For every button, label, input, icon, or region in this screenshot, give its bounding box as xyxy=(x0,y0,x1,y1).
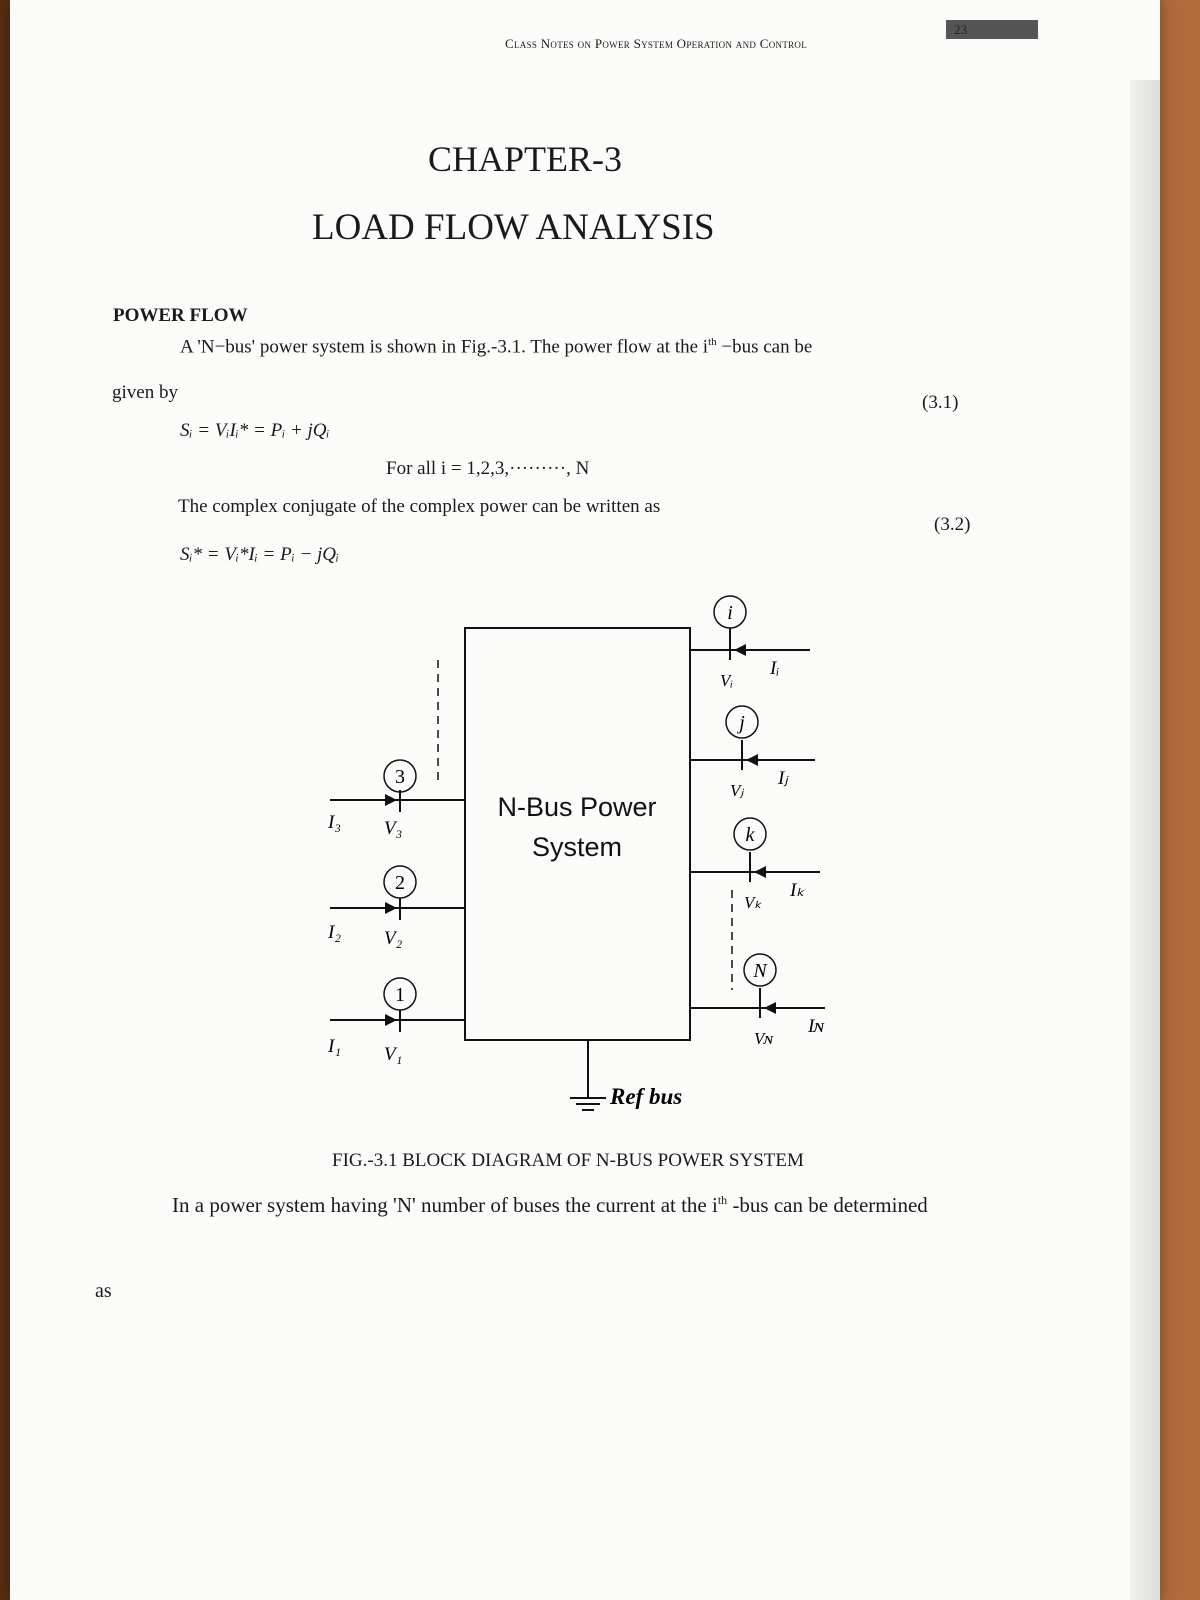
running-header: Class Notes on Power System Operation and Control xyxy=(505,36,808,51)
continuation-word: as xyxy=(95,1280,112,1302)
equation-1-condition: For all i = 1,2,3,·········, N xyxy=(386,458,590,479)
section-heading: POWER FLOW xyxy=(113,305,248,326)
current-label-1: I₁ xyxy=(328,1036,341,1057)
body-line: In a power system having 'N' number of buses the current at the $i^{th}$ -bus can be determined xyxy=(172,1193,928,1217)
right-bus-n xyxy=(690,954,825,1048)
block-label-line1: N-Bus Power xyxy=(497,792,657,822)
page-edge xyxy=(1130,80,1160,1600)
conjugate-text: The complex conjugate of the complex power can be written as xyxy=(178,496,661,517)
node-label-1: 1 xyxy=(395,984,405,1006)
node-label-j: j xyxy=(739,712,745,734)
voltage-label-j: Vⱼ xyxy=(730,781,744,800)
equation-number-1: (3.1) xyxy=(922,392,959,413)
right-bus-i xyxy=(690,596,810,690)
right-bus-k xyxy=(690,818,820,912)
equation-number-2: (3.2) xyxy=(934,514,971,535)
current-label-i: Iᵢ xyxy=(770,658,780,679)
left-bus-1 xyxy=(327,978,465,1065)
current-label-n: Iɴ xyxy=(808,1016,824,1037)
right-bus-j xyxy=(690,706,815,800)
ground-symbol xyxy=(570,1040,606,1110)
chapter-label: CHAPTER-3 xyxy=(428,139,623,179)
intro-line-2: given by xyxy=(112,382,178,403)
ref-bus-label: Ref bus xyxy=(610,1084,683,1109)
block-label-line2: System xyxy=(531,832,623,862)
intro-line-1: A 'N−bus' power system is shown in Fig.-3.1. The power flow at the $i^{th} -bus$ can be xyxy=(180,336,813,358)
voltage-label-k: Vₖ xyxy=(744,893,762,912)
current-label-k: Iₖ xyxy=(790,880,805,901)
left-bus-3 xyxy=(327,760,465,839)
voltage-label-i: Vᵢ xyxy=(720,671,734,690)
left-bus-2 xyxy=(327,866,465,949)
voltage-label-1: V₁ xyxy=(384,1044,403,1065)
node-label-3: 3 xyxy=(395,766,405,788)
current-label-j: Iⱼ xyxy=(778,768,788,789)
equation-2: Sᵢ* = Vᵢ*Iᵢ = Pᵢ − jQᵢ xyxy=(180,544,340,565)
node-label-i: i xyxy=(727,602,733,624)
page-number: 23 xyxy=(946,20,1038,39)
node-label-2: 2 xyxy=(395,872,405,894)
equation-1: Sᵢ = VᵢIᵢ* = Pᵢ + jQᵢ xyxy=(180,420,330,441)
voltage-label-2: V₂ xyxy=(384,928,403,949)
current-label-3: I₃ xyxy=(328,812,341,833)
node-label-k: k xyxy=(745,824,755,846)
current-label-2: I₂ xyxy=(328,922,341,943)
voltage-label-n: Vɴ xyxy=(754,1029,774,1048)
node-label-n: N xyxy=(753,960,767,982)
figure-caption: FIG.-3.1 BLOCK DIAGRAM OF N-BUS POWER SYSTEM xyxy=(332,1150,804,1171)
voltage-label-3: V₃ xyxy=(384,818,403,839)
block-diagram xyxy=(300,590,860,1150)
chapter-title: LOAD FLOW ANALYSIS xyxy=(312,207,715,248)
